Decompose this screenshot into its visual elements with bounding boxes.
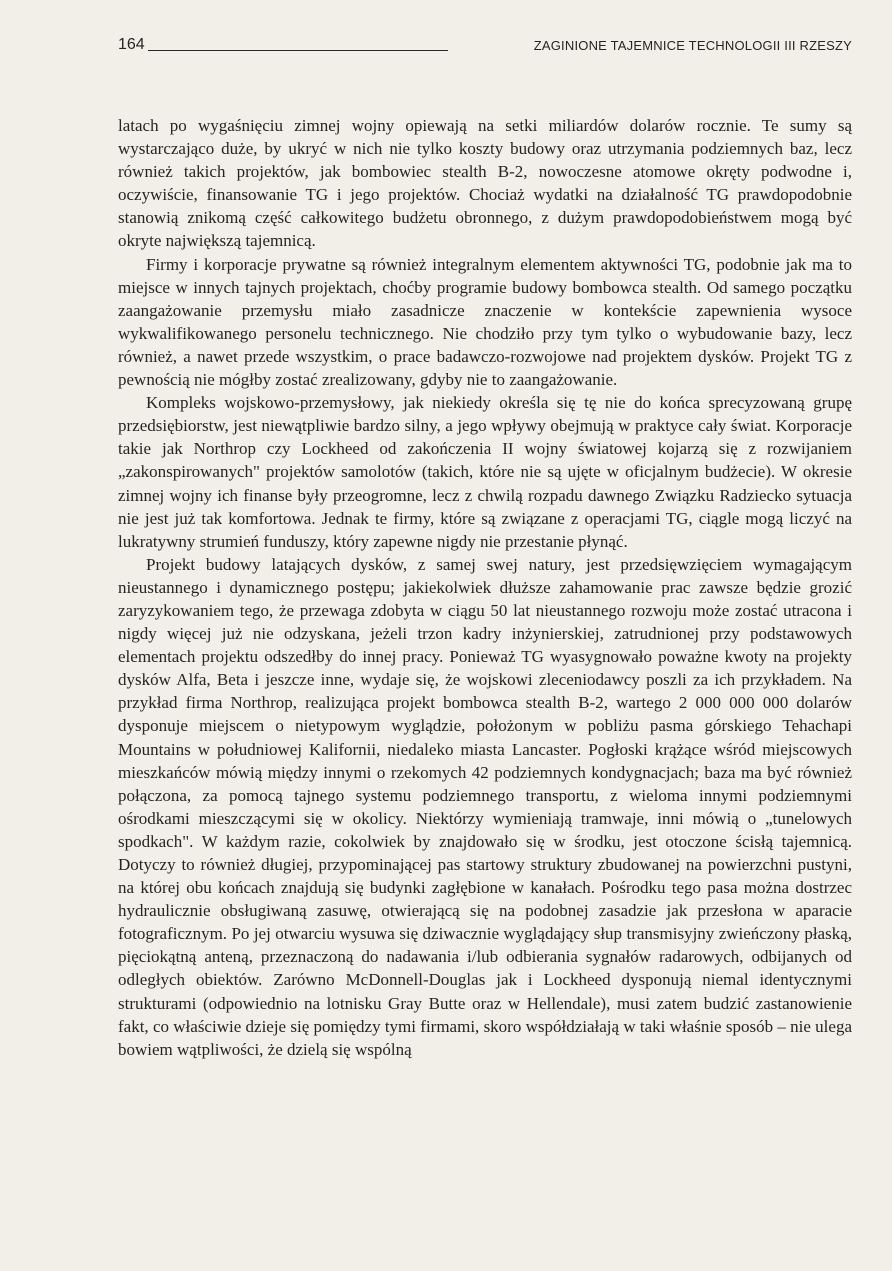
paragraph-2: Firmy i korporacje prywatne są również integralnym elementem aktywności TG, podobnie jak ma to miejsce w innych tajnych projektach, choćby programie budowy bombowca stealth. Od samego początku zaangażowanie przemysłu miało zasadnicze znaczenie w kontekście zapewnienia wysoce wykwalifikowanego personelu technicznego. Nie chodziło przy tym tylko o wybudowanie bazy, lecz również, a nawet przede wszystkim, o prace badawczo-rozwojowe nad projektem dysków. Projekt TG z pewnością nie mógłby zostać zrealizowany, gdyby nie to zaangażowanie.: [118, 254, 852, 390]
header-rule: [148, 50, 448, 51]
paragraph-3: Kompleks wojskowo-przemysłowy, jak niekiedy określa się tę nie do końca sprecyzowaną grupę przedsiębiorstw, jest niewątpliwie bardzo silny, a jego wpływy obejmują w praktyce cały świat. Korporacje takie jak Northrop czy Lockheed od zakończenia II wojny światowej kojarzą się z rozwijaniem „zakonspirowanych" projektów samolotów (takich, które nie są ujęte w oficjalnym budżecie). W okresie zimnej wojny ich finanse były przeogromne, lecz z chwilą rozpadu dawnego Związku Radziecko sytuacja nie jest już tak komfortowa. Jednak te firmy, które są związane z operacjami TG, ciągle mogą liczyć na lukratywny strumień funduszy, który zapewne nigdy nie przestanie płynąć.: [118, 393, 852, 551]
body-text: [118, 114, 852, 1061]
paragraph-4: Projekt budowy latających dysków, z samej swej natury, jest przedsięwzięciem wymagającym nieustannego i dynamicznego postępu; jakiekolwiek dłuższe zahamowanie prac zawsze będzie grozić zaryzykowaniem tego, że przewaga zdobyta w ciągu 50 lat nieustannego rozwoju może zostać utracona i nigdy więcej już nie odzyskana, jeżeli trzon kadry inżynierskiej, zatrudnionej przy podstawowych elementach projektu odszedłby do innej pracy. Ponieważ TG wyasygnowało poważne kwoty na projekty dysków Alfa, Beta i jeszcze inne, wydaje się, że wojskowi zleceniodawcy poszli za ich przykładem. Na przykład firma Northrop, realizująca projekt bombowca stealth B-2, wartego 2 000 000 000 dolarów dysponuje miejscem o nietypowym wyglądzie, położonym w pobliżu pasma górskiego Tehachapi Mountains w południowej Kalifornii, niedaleko miasta Lancaster. Pogłoski krążące wśród miejscowych mieszkańców mówią między innymi o rzekomych 42 podziemnych kondygnacjach; baza ma być również połączona, za pomocą tajnego systemu podziemnego transportu, z wieloma innymi podziemnymi ośrodkami mieszczącymi się w okolicy. Niektórzy wymieniają tramwaje, inni mówią o „tunelowych spodkach". W każdym razie, cokolwiek by znajdowało się w środku, jest otoczone ścisłą tajemnicą. Dotyczy to również długiej, przypominającej pas startowy struktury zbudowanej na powierzchni pustyni, na której obu końcach znajdują się budynki zagłębione w kanałach. Pośrodku tego pasa można dostrzec hydraulicznie obsługiwaną zasuwę, otwierającą się na podobnej zasadzie jak przesłona w aparacie fotograficznym. Po jej otwarciu wysuwa się dziwacznie wyglądający słup transmisyjny zwieńczony płaską, pięciokątną anteną, przeznaczoną do nadawania i/lub odbierania sygnałów radarowych, odbijanych od odległych obiektów. Zarówno McDonnell-Douglas jak i Lockheed dysponują niemal identycznymi strukturami (odpowiednio na lotnisku Gray Butte oraz w Hellendale), musi zatem budzić zastanowienie fakt, co właściwie dzieje się pomiędzy tymi firmami, skoro współdziałają w taki właśnie sposób – nie ulega bowiem wątpliwości, że dzielą się wspólną: [118, 554, 852, 1059]
page-number: 164: [118, 36, 145, 53]
page-header: [118, 36, 852, 60]
running-title: ZAGINIONE TAJEMNICE TECHNOLOGII III RZESZY: [533, 38, 852, 53]
paragraph-1: latach po wygaśnięciu zimnej wojny opiewają na setki miliardów dolarów rocznie. Te sumy są wystarczająco duże, by ukryć w nich nie tylko koszty budowy oraz utrzymania podziemnych baz, lecz również takich projektów, jak bombowiec stealth B-2, nowoczesne atomowe okręty podwodne i, oczywiście, finansowanie TG i jego projektów. Chociaż wydatki na działalność TG prawdopodobnie stanowią znikomą część całkowitego budżetu obronnego, z dużym prawdopodobieństwem mogą być okryte największą tajemnicą.: [118, 116, 852, 251]
